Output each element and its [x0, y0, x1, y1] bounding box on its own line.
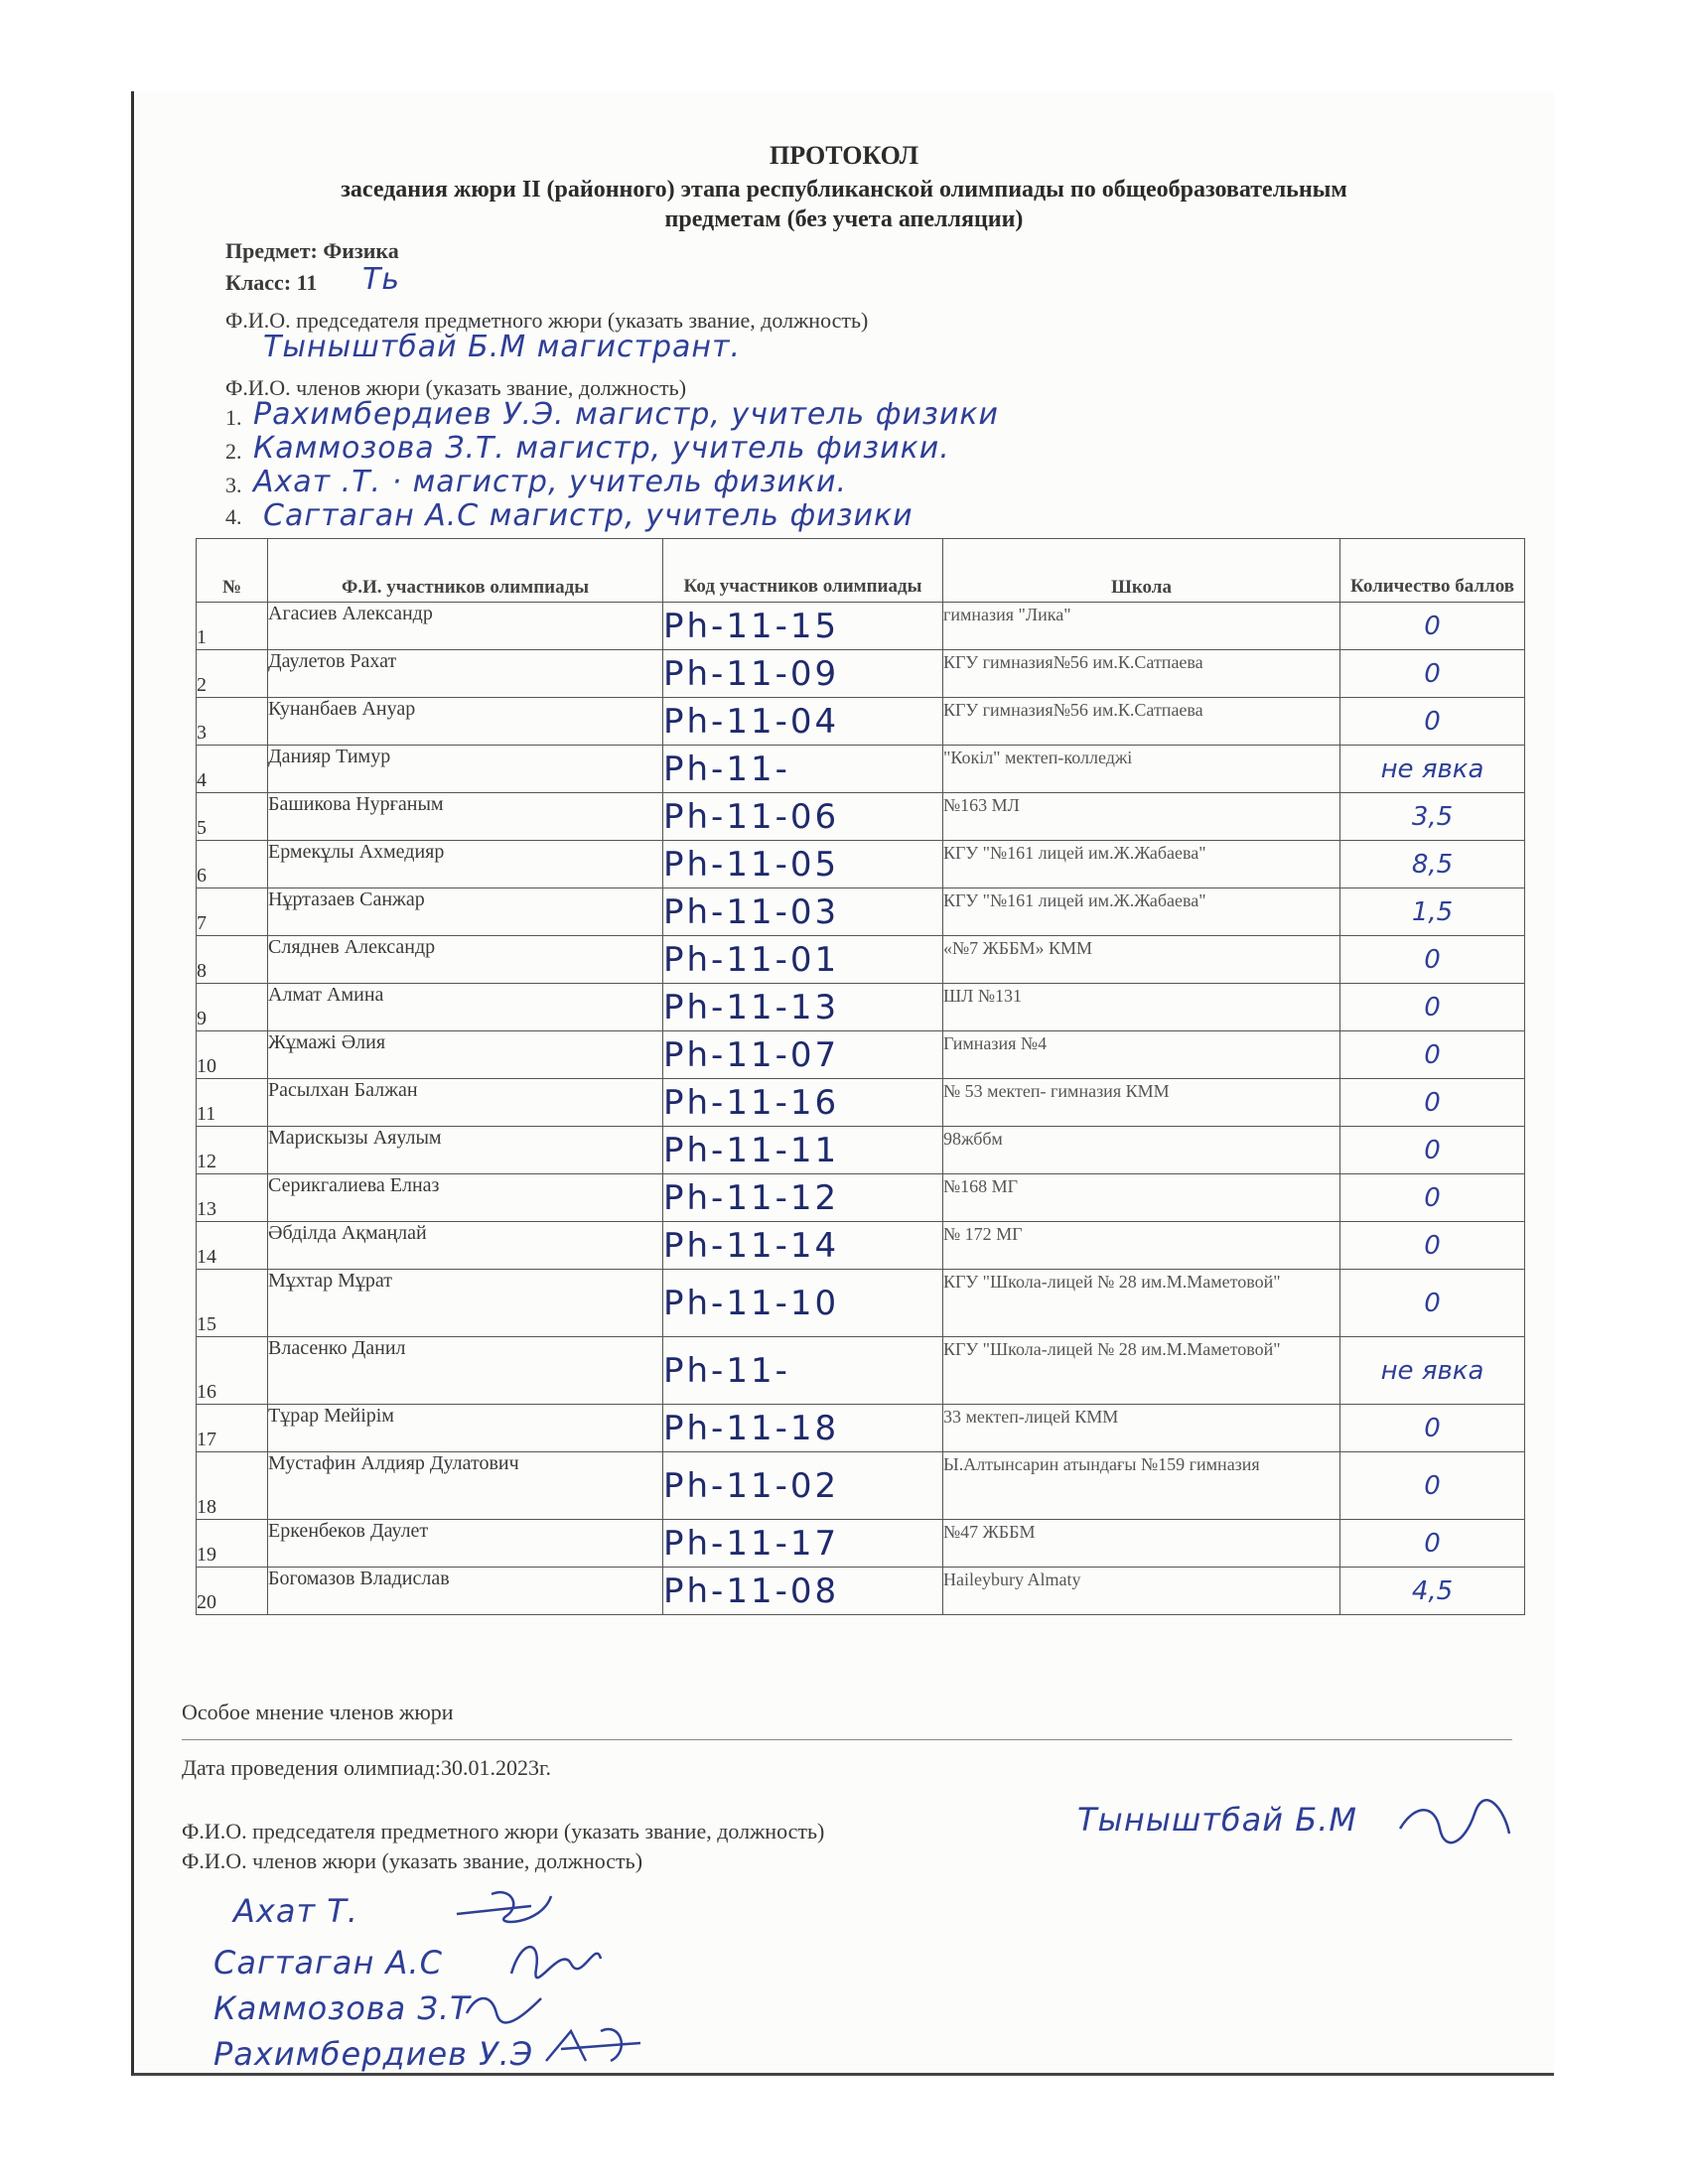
participant-code: Ph-11- [663, 749, 790, 789]
table-row [197, 793, 1525, 841]
table-row [197, 1452, 1525, 1520]
school-name: 33 мектеп-лицей КММ [943, 1405, 1340, 1452]
participant-name: Марискызы Аяулым [268, 1127, 663, 1174]
member-2-num: 2. [225, 439, 242, 464]
table-row [197, 841, 1525, 888]
school-name: КГУ гимназия№56 им.К.Сатпаева [943, 698, 1340, 746]
school-name: Ы.Алтынсарин атындағы №159 гимназия [943, 1452, 1340, 1520]
signature-2-name: Сагтаган А.С [213, 1944, 443, 1981]
school-name: "Кокіл" мектеп-колледжі [943, 746, 1340, 793]
score-value-cell [1340, 1270, 1525, 1337]
table-body [197, 603, 1525, 1615]
special-opinion-line [182, 1739, 1512, 1740]
participant-name: Әбділда Ақмаңлай [268, 1222, 663, 1270]
row-number: 14 [197, 1222, 268, 1270]
table-row [197, 1270, 1525, 1337]
school-name: гимназия "Лика" [943, 603, 1340, 650]
school-name: ШЛ №131 [943, 984, 1340, 1031]
footer-members-label: Ф.И.О. членов жюри (указать звание, должность) [182, 1848, 643, 1873]
participant-name: Данияр Тимур [268, 746, 663, 793]
table-row [197, 698, 1525, 746]
document-title: ПРОТОКОЛ [770, 141, 918, 170]
score-value-cell [1340, 1174, 1525, 1222]
participant-name: Башикова Нурғаным [268, 793, 663, 841]
table-row [197, 1568, 1525, 1615]
row-number: 7 [197, 888, 268, 936]
participant-code-cell [663, 1079, 943, 1127]
score-value-cell [1340, 1405, 1525, 1452]
school-name: «№7 ЖББМ» КММ [943, 936, 1340, 984]
member-4-num: 4. [225, 504, 242, 529]
row-number: 20 [197, 1568, 268, 1615]
score-value: 4,5 [1411, 1575, 1454, 1606]
participant-code: Ph-11-05 [663, 844, 840, 885]
participant-code-cell [663, 746, 943, 793]
row-number: 1 [197, 603, 268, 650]
score-value: 0 [1424, 1230, 1441, 1261]
participant-name: Богомазов Владислав [268, 1568, 663, 1615]
participant-name: Даулетов Рахат [268, 650, 663, 698]
row-number: 13 [197, 1174, 268, 1222]
school-name: КГУ гимназия№56 им.К.Сатпаева [943, 650, 1340, 698]
participant-code-cell [663, 1031, 943, 1079]
signature-4-mark [541, 2021, 650, 2071]
participant-name: Тұрар Мейірім [268, 1405, 663, 1452]
score-value-cell [1340, 888, 1525, 936]
member-3-handwritten: Ахат .Т. · магистр, учитель физики. [253, 465, 848, 499]
signature-1-name: Ахат Т. [233, 1892, 358, 1930]
footer-chair-handwritten: Тыныштбай Б.М [1077, 1801, 1357, 1839]
school-name: 98жббм [943, 1127, 1340, 1174]
participant-code: Ph-11-10 [663, 1283, 840, 1323]
row-number: 19 [197, 1520, 268, 1568]
results-table [196, 538, 1525, 1615]
score-value-cell [1340, 650, 1525, 698]
special-opinion-label: Особое мнение членов жюри [182, 1700, 454, 1724]
participant-code: Ph-11-17 [663, 1523, 840, 1564]
score-value: 0 [1424, 658, 1441, 689]
participant-name: Ермекұлы Ахмедияр [268, 841, 663, 888]
score-value: 3,5 [1411, 801, 1454, 832]
participant-name: Кунанбаев Ануар [268, 698, 663, 746]
signature-1-mark [452, 1886, 561, 1932]
table-row [197, 1174, 1525, 1222]
participant-code: Ph-11-11 [663, 1130, 840, 1170]
score-value: 0 [1424, 1039, 1441, 1070]
score-value-cell [1340, 1127, 1525, 1174]
score-value-cell [1340, 984, 1525, 1031]
score-value-cell [1340, 1452, 1525, 1520]
row-number: 8 [197, 936, 268, 984]
participant-name: Власенко Данил [268, 1337, 663, 1405]
protocol-sheet [131, 91, 1554, 2076]
table-row [197, 1031, 1525, 1079]
score-value: 0 [1424, 1470, 1441, 1501]
score-value: не явка [1380, 753, 1484, 784]
grade-label: Класс: 11 [225, 270, 318, 295]
row-number: 9 [197, 984, 268, 1031]
participant-code-cell [663, 1568, 943, 1615]
footer-chair-label: Ф.И.О. председателя предметного жюри (указать звание, должность) [182, 1819, 825, 1843]
score-value: 0 [1424, 611, 1441, 641]
school-name: №47 ЖББМ [943, 1520, 1340, 1568]
document-subtitle-line2: предметам (без учета апелляции) [664, 206, 1024, 232]
school-name: КГУ "№161 лицей им.Ж.Жабаева" [943, 841, 1340, 888]
table-row [197, 1127, 1525, 1174]
score-value-cell [1340, 1222, 1525, 1270]
signature-4-name: Рахимбердиев У.Э [213, 2035, 534, 2073]
header-school: Школа [943, 539, 1340, 603]
participant-code-cell [663, 698, 943, 746]
participant-code-cell [663, 793, 943, 841]
score-value-cell [1340, 841, 1525, 888]
score-value: 0 [1424, 992, 1441, 1023]
table-row [197, 746, 1525, 793]
participant-name: Серикгалиева Елназ [268, 1174, 663, 1222]
chair-signature-mark [1395, 1799, 1514, 1848]
participant-code: Ph-11-02 [663, 1465, 840, 1506]
row-number: 4 [197, 746, 268, 793]
row-number: 16 [197, 1337, 268, 1405]
participant-code: Ph-11-15 [663, 606, 840, 646]
participant-code: Ph-11-13 [663, 987, 840, 1027]
participant-code-cell [663, 603, 943, 650]
table-row [197, 650, 1525, 698]
participant-code-cell [663, 1337, 943, 1405]
school-name: № 53 мектеп- гимназия КММ [943, 1079, 1340, 1127]
row-number: 11 [197, 1079, 268, 1127]
participant-code-cell [663, 841, 943, 888]
participant-code-cell [663, 1222, 943, 1270]
school-name: КГУ "№161 лицей им.Ж.Жабаева" [943, 888, 1340, 936]
signature-3-name: Каммозова З.Т [213, 1989, 471, 2027]
score-value-cell [1340, 793, 1525, 841]
school-name: №163 МЛ [943, 793, 1340, 841]
participant-code-cell [663, 1520, 943, 1568]
score-value: не явка [1380, 1355, 1484, 1386]
header-name: Ф.И. участников олимпиады [268, 539, 663, 603]
participant-name: Еркенбеков Даулет [268, 1520, 663, 1568]
school-name: КГУ "Школа-лицей № 28 им.М.Маметовой" [943, 1337, 1340, 1405]
subject-label: Предмет: Физика [225, 238, 399, 263]
member-1-handwritten: Рахимбердиев У.Э. магистр, учитель физики [253, 397, 999, 432]
participant-name: Нұртазаев Санжар [268, 888, 663, 936]
score-value: 0 [1424, 1182, 1441, 1213]
signature-3-mark [462, 1983, 551, 2027]
participant-code: Ph-11-18 [663, 1408, 840, 1448]
participant-code-cell [663, 1452, 943, 1520]
participant-name: Мұхтар Мұрат [268, 1270, 663, 1337]
row-number: 10 [197, 1031, 268, 1079]
table-row [197, 1079, 1525, 1127]
participant-code: Ph-11-04 [663, 701, 840, 742]
document-subtitle-line1: заседания жюри II (районного) этапа республиканской олимпиады по общеобразовательным [341, 177, 1347, 203]
participant-code-cell [663, 936, 943, 984]
school-name: Haileybury Almaty [943, 1568, 1340, 1615]
score-value: 0 [1424, 1528, 1441, 1559]
grade-handwritten: Ть [362, 262, 401, 297]
score-value: 0 [1424, 1288, 1441, 1318]
member-3-num: 3. [225, 473, 242, 497]
score-value-cell [1340, 1031, 1525, 1079]
table-row [197, 1337, 1525, 1405]
school-name: № 172 МГ [943, 1222, 1340, 1270]
table-header-row [197, 539, 1525, 603]
participant-code-cell [663, 1174, 943, 1222]
score-value: 1,5 [1411, 896, 1454, 927]
participant-code-cell [663, 1270, 943, 1337]
participant-name: Сляднев Александр [268, 936, 663, 984]
table-row [197, 888, 1525, 936]
participant-code: Ph-11-16 [663, 1082, 840, 1123]
table-row [197, 1222, 1525, 1270]
score-value-cell [1340, 1520, 1525, 1568]
table-row [197, 936, 1525, 984]
school-name: КГУ "Школа-лицей № 28 им.М.Маметовой" [943, 1270, 1340, 1337]
header-num: № [197, 539, 268, 603]
member-1-num: 1. [225, 405, 242, 430]
score-value-cell [1340, 936, 1525, 984]
member-4-handwritten: Сагтаган А.С магистр, учитель физики [263, 498, 914, 533]
participant-code: Ph-11-06 [663, 796, 840, 837]
school-name: №168 МГ [943, 1174, 1340, 1222]
participant-code: Ph-11-01 [663, 939, 840, 980]
table-row [197, 1520, 1525, 1568]
olympiad-date: Дата проведения олимпиад:30.01.2023г. [182, 1755, 552, 1780]
row-number: 2 [197, 650, 268, 698]
participant-code: Ph-11-07 [663, 1034, 840, 1075]
score-value-cell [1340, 603, 1525, 650]
row-number: 17 [197, 1405, 268, 1452]
chair-handwritten: Тыныштбай Б.М магистрант. [263, 330, 741, 364]
participant-code-cell [663, 1127, 943, 1174]
participant-code: Ph-11-14 [663, 1225, 840, 1266]
participant-name: Расылхан Балжан [268, 1079, 663, 1127]
score-value: 0 [1424, 1087, 1441, 1118]
table-row [197, 984, 1525, 1031]
signature-2-mark [501, 1934, 611, 1983]
participant-code-cell [663, 1405, 943, 1452]
participant-name: Мустафин Алдияр Дулатович [268, 1452, 663, 1520]
row-number: 15 [197, 1270, 268, 1337]
participant-code: Ph-11-09 [663, 653, 840, 694]
participant-code: Ph-11-08 [663, 1570, 840, 1611]
row-number: 3 [197, 698, 268, 746]
score-value-cell [1340, 1079, 1525, 1127]
participant-code-cell [663, 650, 943, 698]
chair-label: Ф.И.О. председателя предметного жюри (указать звание, должность) [225, 308, 869, 333]
participant-code: Ph-11-12 [663, 1177, 840, 1218]
score-value-cell [1340, 746, 1525, 793]
participant-name: Жұмажі Әлия [268, 1031, 663, 1079]
participant-name: Алмат Амина [268, 984, 663, 1031]
participant-name: Агасиев Александр [268, 603, 663, 650]
score-value: 0 [1424, 706, 1441, 737]
score-value: 0 [1424, 1135, 1441, 1165]
participant-code: Ph-11- [663, 1350, 790, 1391]
score-value: 8,5 [1411, 849, 1454, 880]
school-name: Гимназия №4 [943, 1031, 1340, 1079]
table-row [197, 1405, 1525, 1452]
participant-code: Ph-11-03 [663, 891, 840, 932]
row-number: 12 [197, 1127, 268, 1174]
score-value: 0 [1424, 944, 1441, 975]
row-number: 6 [197, 841, 268, 888]
row-number: 5 [197, 793, 268, 841]
participant-code-cell [663, 984, 943, 1031]
table-row [197, 603, 1525, 650]
header-score: Количество баллов [1340, 539, 1525, 603]
row-number: 18 [197, 1452, 268, 1520]
score-value-cell [1340, 1337, 1525, 1405]
members-label: Ф.И.О. членов жюри (указать звание, должность) [225, 375, 687, 400]
score-value-cell [1340, 1568, 1525, 1615]
participant-code-cell [663, 888, 943, 936]
score-value-cell [1340, 698, 1525, 746]
member-2-handwritten: Каммозова З.Т. магистр, учитель физики. [253, 431, 950, 466]
header-code: Код участников олимпиады [663, 539, 943, 603]
score-value: 0 [1424, 1413, 1441, 1443]
